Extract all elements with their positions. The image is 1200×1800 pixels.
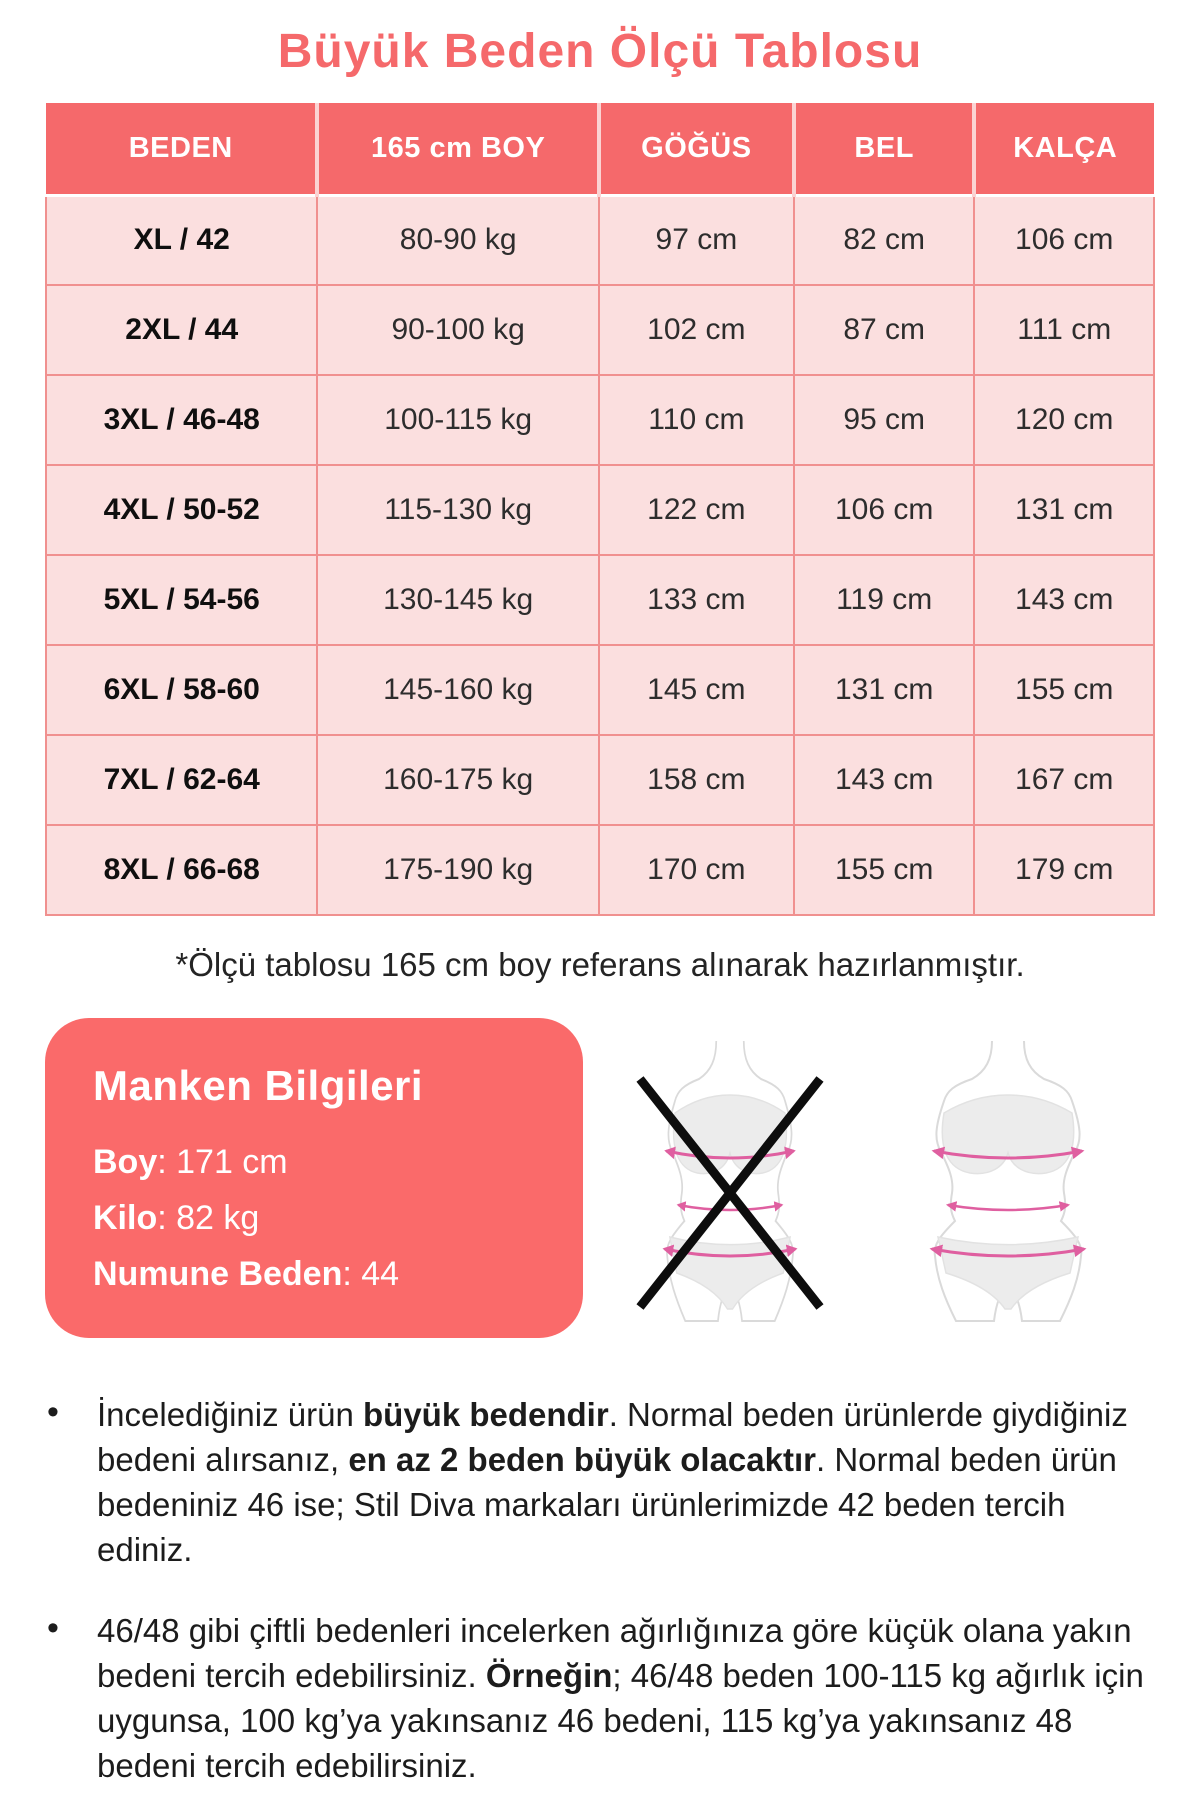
- page-title: Büyük Beden Ölçü Tablosu: [277, 25, 923, 78]
- model-info-value: : 82 kg: [157, 1199, 260, 1237]
- measurement-cell: 111 cm: [974, 285, 1154, 375]
- measurement-cell: 175-190 kg: [317, 825, 598, 915]
- measurement-cell: 130-145 kg: [317, 555, 598, 645]
- column-header-bel: BEL: [794, 103, 975, 195]
- measurement-cell: 106 cm: [794, 465, 975, 555]
- measurement-cell: 102 cm: [599, 285, 794, 375]
- size-cell: 2XL / 44: [46, 285, 317, 375]
- size-cell: 4XL / 50-52: [46, 465, 317, 555]
- size-cell: 6XL / 58-60: [46, 645, 317, 735]
- measurement-cell: 90-100 kg: [317, 285, 598, 375]
- measurement-cell: 143 cm: [794, 735, 975, 825]
- measurement-cell: 145-160 kg: [317, 645, 598, 735]
- measurement-cell: 131 cm: [794, 645, 975, 735]
- measurement-cell: 82 cm: [794, 195, 975, 285]
- measurement-cell: 115-130 kg: [317, 465, 598, 555]
- body-silhouette: [665, 1041, 796, 1321]
- model-info-value: : 171 cm: [157, 1143, 288, 1181]
- measurement-cell: 87 cm: [794, 285, 975, 375]
- model-info-line-height: [93, 1134, 535, 1190]
- table-row: [46, 465, 1154, 555]
- incorrect-slim-figure-illustration: [630, 1039, 830, 1324]
- note-text: İncelediğiniz ürün büyük bedendir. Normal beden ürünlerde giydiğiniz bedeni alırsanız, en az 2 beden büyük olacaktır. Normal beden ürün bedeniniz 46 ise; Stil Diva markaları ürünlerimizde 42 beden tercih ediniz.: [97, 1396, 1128, 1568]
- model-info-card: [45, 1018, 583, 1338]
- header-row: [46, 103, 1154, 195]
- size-cell: 7XL / 62-64: [46, 735, 317, 825]
- measurement-cell: 106 cm: [974, 195, 1154, 285]
- table-row: [46, 375, 1154, 465]
- column-header-beden: BEDEN: [46, 103, 317, 195]
- measurement-cell: 100-115 kg: [317, 375, 598, 465]
- body-silhouette: [932, 1041, 1084, 1321]
- measurement-cell: 122 cm: [599, 465, 794, 555]
- size-cell: 3XL / 46-48: [46, 375, 317, 465]
- table-row: [46, 825, 1154, 915]
- column-header-kalca: KALÇA: [974, 103, 1154, 195]
- table-row: [46, 555, 1154, 645]
- measurement-cell: 97 cm: [599, 195, 794, 285]
- measurement-cell: 133 cm: [599, 555, 794, 645]
- model-info-section: [45, 1018, 1155, 1338]
- size-notes-list: [45, 1392, 1155, 1788]
- column-header-boy: 165 cm BOY: [317, 103, 598, 195]
- size-cell: 5XL / 54-56: [46, 555, 317, 645]
- table-row: [46, 735, 1154, 825]
- measurement-cell: 143 cm: [974, 555, 1154, 645]
- measurement-cell: 179 cm: [974, 825, 1154, 915]
- measurement-cell: 95 cm: [794, 375, 975, 465]
- measurement-cell: 110 cm: [599, 375, 794, 465]
- measurement-illustrations: [583, 1018, 1155, 1338]
- measurement-cell: 160-175 kg: [317, 735, 598, 825]
- model-info-label: Numune Beden: [93, 1255, 343, 1293]
- measurement-cell: 170 cm: [599, 825, 794, 915]
- table-footnote: *Ölçü tablosu 165 cm boy referans alınarak hazırlanmıştır.: [175, 946, 1025, 983]
- size-table-body: [46, 195, 1154, 915]
- model-info-label: Kilo: [93, 1199, 158, 1237]
- measurement-cell: 131 cm: [974, 465, 1154, 555]
- table-row: [46, 195, 1154, 285]
- measurement-cell: 155 cm: [794, 825, 975, 915]
- bullet-icon: •: [47, 1393, 59, 1431]
- measurement-cell: 155 cm: [974, 645, 1154, 735]
- measurement-cell: 145 cm: [599, 645, 794, 735]
- bullet-icon: •: [47, 1609, 59, 1647]
- measurement-cell: 167 cm: [974, 735, 1154, 825]
- model-info-title: Manken Bilgileri: [93, 1062, 424, 1109]
- measurement-cell: 120 cm: [974, 375, 1154, 465]
- size-cell: XL / 42: [46, 195, 317, 285]
- note-item: [45, 1608, 1155, 1788]
- size-table: [45, 103, 1155, 916]
- table-row: [46, 645, 1154, 735]
- correct-plus-figure-illustration: [908, 1039, 1108, 1324]
- measurement-cell: 158 cm: [599, 735, 794, 825]
- size-table-header: [46, 103, 1154, 195]
- model-info-value: : 44: [342, 1255, 400, 1293]
- model-info-label: Boy: [93, 1143, 158, 1181]
- model-info-line-sample-size: [93, 1246, 535, 1302]
- measurement-cell: 119 cm: [794, 555, 975, 645]
- note-item: [45, 1392, 1155, 1572]
- measurement-cell: 80-90 kg: [317, 195, 598, 285]
- model-info-line-weight: [93, 1190, 535, 1246]
- column-header-gogus: GÖĞÜS: [599, 103, 794, 195]
- note-text: 46/48 gibi çiftli bedenleri incelerken ağırlığınıza göre küçük olana yakın bedeni tercih edebilirsiniz. Örneğin; 46/48 beden 100-115 kg ağırlık için uygunsa, 100 kg’ya yakınsanız 46 bedeni, 115 kg’ya yakınsanız 48 bedeni tercih edebilirsiniz.: [97, 1612, 1144, 1784]
- table-row: [46, 285, 1154, 375]
- size-cell: 8XL / 66-68: [46, 825, 317, 915]
